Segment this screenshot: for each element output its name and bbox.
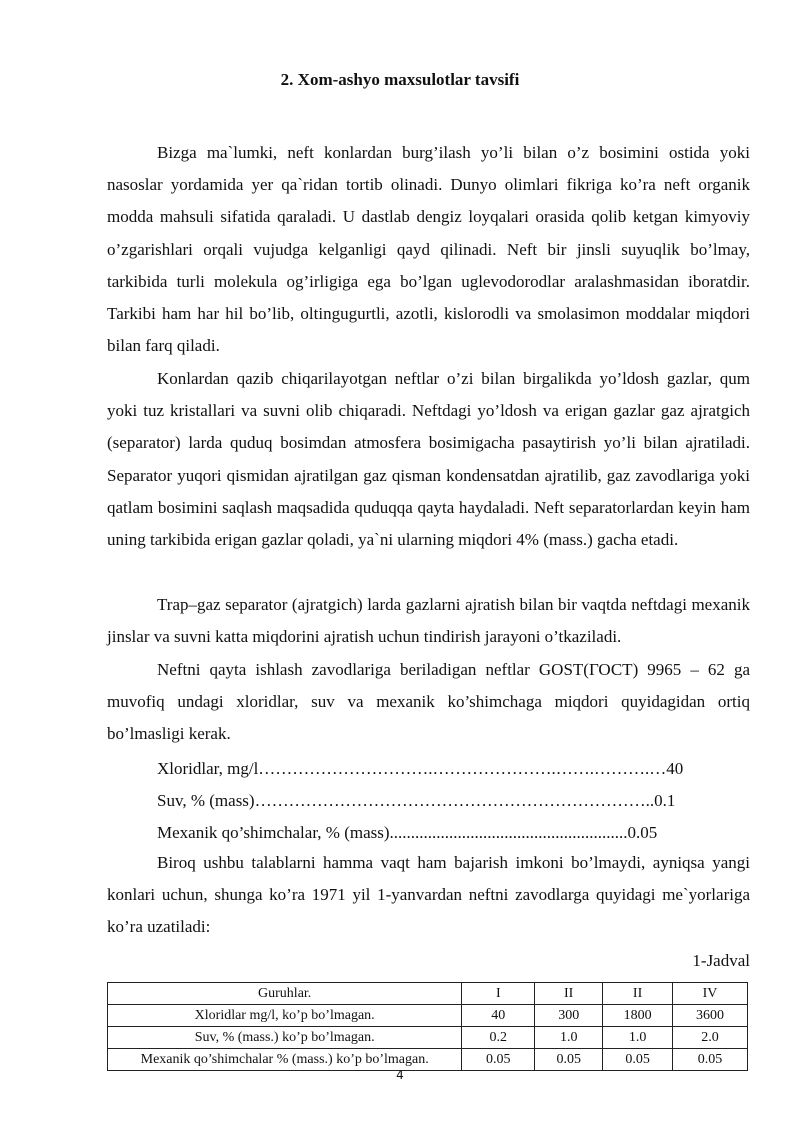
table-cell: 0.05 [673,1049,748,1071]
table-header-cell: II [535,983,603,1005]
table-cell: Xloridlar mg/l, ko’p bo’lmagan. [108,1005,462,1027]
table-cell: 0.05 [603,1049,673,1071]
table-cell: 1.0 [535,1027,603,1049]
table-cell: 2.0 [673,1027,748,1049]
section-heading: 2. Xom-ashyo maxsulotlar tavsifi [280,70,520,89]
table-row [108,1005,748,1027]
table-cell: 1800 [603,1005,673,1027]
page-number: 4 [396,1068,404,1082]
table-cell: 40 [462,1005,535,1027]
paragraph-4: Neftni qayta ishlash zavodlariga beriladigan neftlar GOST(ГОСТ) 9965 – 62 ga muvofiq undagi xloridlar, suv va mexanik ko’shimchaga miqdori quyidagidan ortiq bo’lmasligi kerak. [107,660,750,744]
table-header-cell: Guruhlar. [108,983,462,1005]
paragraph-3: Trap–gaz separator (ajratgich) larda gazlarni ajratish bilan bir vaqtda neftdagi mexanik jinslar va suvni katta miqdorini ajratish uchun tindirish jarayoni o’tkaziladi. [107,595,750,647]
spec-water: Suv, % (mass)……………………………………………………………..0.1 [157,791,676,810]
table-header-cell: II [603,983,673,1005]
paragraph-1: Bizga ma`lumki, neft konlardan burg’ilash yo’li bilan o’z bosimini ostida yoki nasoslar yordamida yer qa`ridan tortib olinadi. Dunyo olimlari fikriga ko’ra neft organik modda mahsuli sifatida qaraladi. U dastlab dengiz loyqalari orasida qolib ketgan kimyoviy o’zgarishlari orqali vujudga kelganligi qayd qilinadi. Neft bir jinsli suyuqlik bo’lmay, tarkibida turli molekula og’irligiga ega bo’lgan uglevodorodlar aralashmasidan iboratdir. Tarkibi ham har hil bo’lib, oltingugurtli, azotli, kislorodli va smolasimon moddalar miqdori bilan farq qiladi. [107,143,750,356]
table-caption: 1-Jadval [692,951,750,970]
table-header-row [108,983,748,1005]
table-cell: 300 [535,1005,603,1027]
table-cell: Suv, % (mass.) ko’p bo’lmagan. [108,1027,462,1049]
table-header-cell: IV [673,983,748,1005]
table-cell: 1.0 [603,1027,673,1049]
table-cell: 0.05 [462,1049,535,1071]
paragraph-5: Biroq ushbu talablarni hamma vaqt ham bajarish imkoni bo’lmaydi, ayniqsa yangi konlari uchun, shunga ko’ra 1971 yil 1-yanvardan neftni zavodlarga quyidagi me`yorlariga ko’ra uzatiladi: [107,853,750,937]
spec-mechanical-impurities: Mexanik qo’shimchalar, % (mass)........................................................0.05 [157,823,658,842]
table-cell: Mexanik qo’shimchalar % (mass.) ko’p bo’lmagan. [108,1049,462,1071]
table-row [108,1027,748,1049]
table-header-cell: I [462,983,535,1005]
table-cell: 0.2 [462,1027,535,1049]
paragraph-2: Konlardan qazib chiqarilayotgan neftlar o’zi bilan birgalikda yo’ldosh gazlar, qum yoki tuz kristallari va suvni olib chiqaradi. Neftdagi yo’ldosh va erigan gazlar gaz ajratgich (separator) larda quduq bosimdan atmosfera bosimigacha pasaytirish yo’li bilan ajratiladi. Separator yuqori qismidan ajratilgan gaz qisman kondensatdan ajratilib, gaz zavodlariga yoki qatlam bosimini saqlash maqsadida quduqqa qayta haydaladi. Neft separatorlardan keyin ham uning tarkibida erigan gazlar qoladi, ya`ni ularning miqdori 4% (mass.) gacha etadi. [107,369,750,550]
spec-chlorides: Xloridlar, mg/l………………………….………………….…….……….…40 [157,759,684,778]
table-cell: 0.05 [535,1049,603,1071]
table-cell: 3600 [673,1005,748,1027]
norms-table [107,982,748,1071]
